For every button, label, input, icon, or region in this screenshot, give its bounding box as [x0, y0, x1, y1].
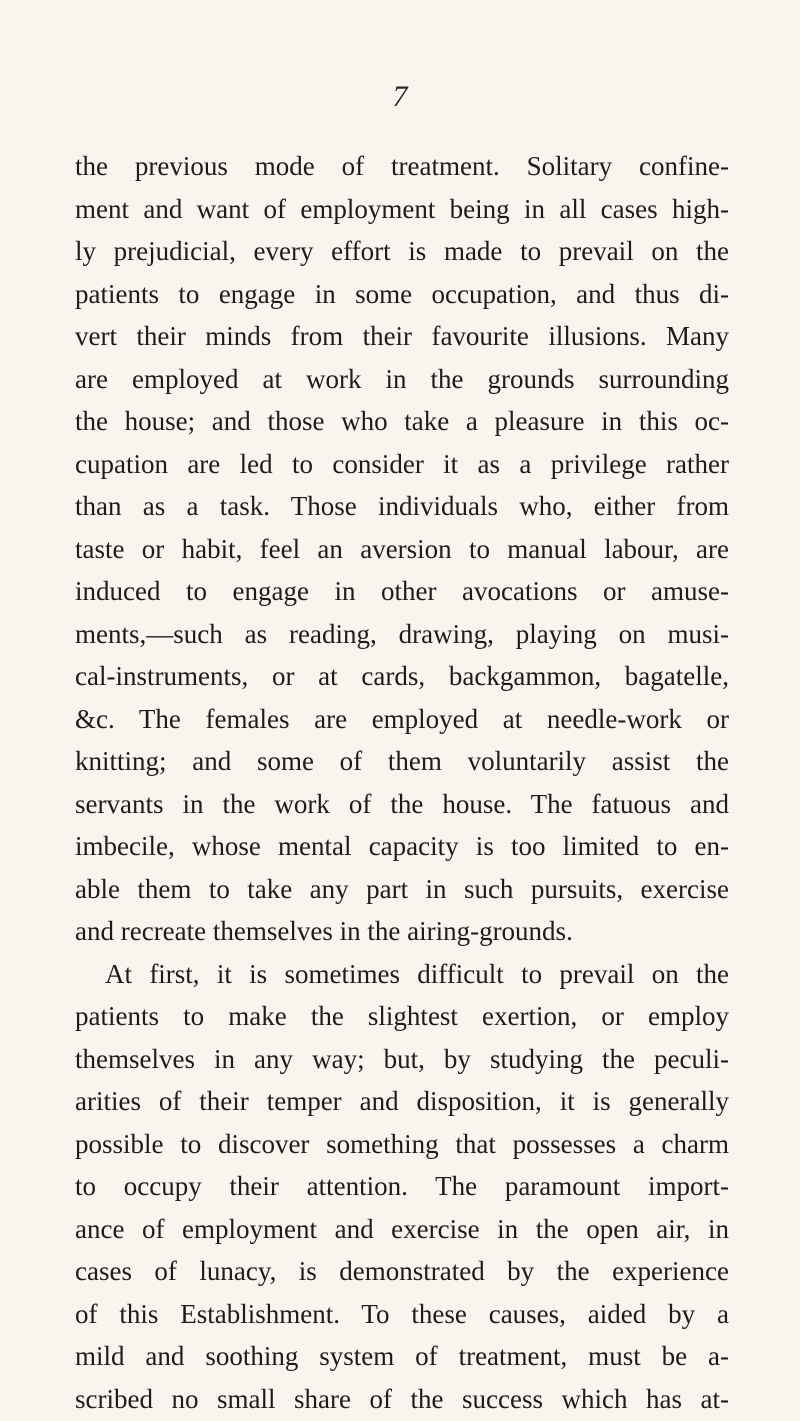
text-line: of this Establishment. To these causes, aided by a	[75, 1298, 729, 1329]
text-line: possible to discover something that possesses a charm	[75, 1128, 729, 1159]
text-line: ance of employment and exercise in the open air, in	[75, 1213, 729, 1244]
text-line: &c. The females are employed at needle-work or	[75, 703, 729, 734]
text-line: cases of lunacy, is demonstrated by the experience	[75, 1256, 729, 1286]
text-line: ments,—such as reading, drawing, playing on musi-	[75, 618, 729, 649]
body-text	[75, 145, 729, 1420]
paragraph-end-line: and recreate themselves in the airing-grounds.	[75, 916, 573, 946]
text-line: are employed at work in the grounds surrounding	[75, 363, 729, 394]
text-line: ly prejudicial, every effort is made to prevail on the	[75, 236, 729, 266]
text-line: cal-instruments, or at cards, backgammon, bagatelle,	[75, 661, 729, 691]
text-line: servants in the work of the house. The fatuous and	[75, 788, 729, 819]
text-line: imbecile, whose mental capacity is too limited to en-	[75, 831, 729, 861]
text-line: knitting; and some of them voluntarily assist the	[75, 746, 729, 776]
text-line: themselves in any way; but, by studying the peculi-	[75, 1043, 729, 1074]
paragraph-start-line: At first, it is sometimes difficult to prevail on the	[105, 958, 729, 989]
text-line: the previous mode of treatment. Solitary confine-	[75, 151, 729, 181]
text-line: vert their minds from their favourite illusions. Many	[75, 321, 729, 351]
text-line: than as a task. Those individuals who, either from	[75, 491, 729, 521]
text-line: patients to make the slightest exertion, or employ	[75, 1001, 729, 1031]
text-line: scribed no small share of the success which has at-	[75, 1383, 729, 1414]
text-line: the house; and those who take a pleasure in this oc-	[75, 406, 729, 436]
text-line: able them to take any part in such pursuits, exercise	[75, 873, 729, 904]
text-line: induced to engage in other avocations or amuse-	[75, 576, 729, 606]
text-line: cupation are led to consider it as a privilege rather	[75, 448, 729, 479]
text-line: taste or habit, feel an aversion to manual labour, are	[75, 533, 729, 564]
text-line: patients to engage in some occupation, and thus di-	[75, 278, 729, 309]
text-line: arities of their temper and disposition, it is generally	[75, 1086, 729, 1116]
text-line: to occupy their attention. The paramount import-	[75, 1171, 729, 1201]
page-number: 7	[392, 80, 408, 113]
text-line: mild and soothing system of treatment, must be a-	[75, 1341, 729, 1371]
text-line: ment and want of employment being in all cases high-	[75, 193, 729, 224]
